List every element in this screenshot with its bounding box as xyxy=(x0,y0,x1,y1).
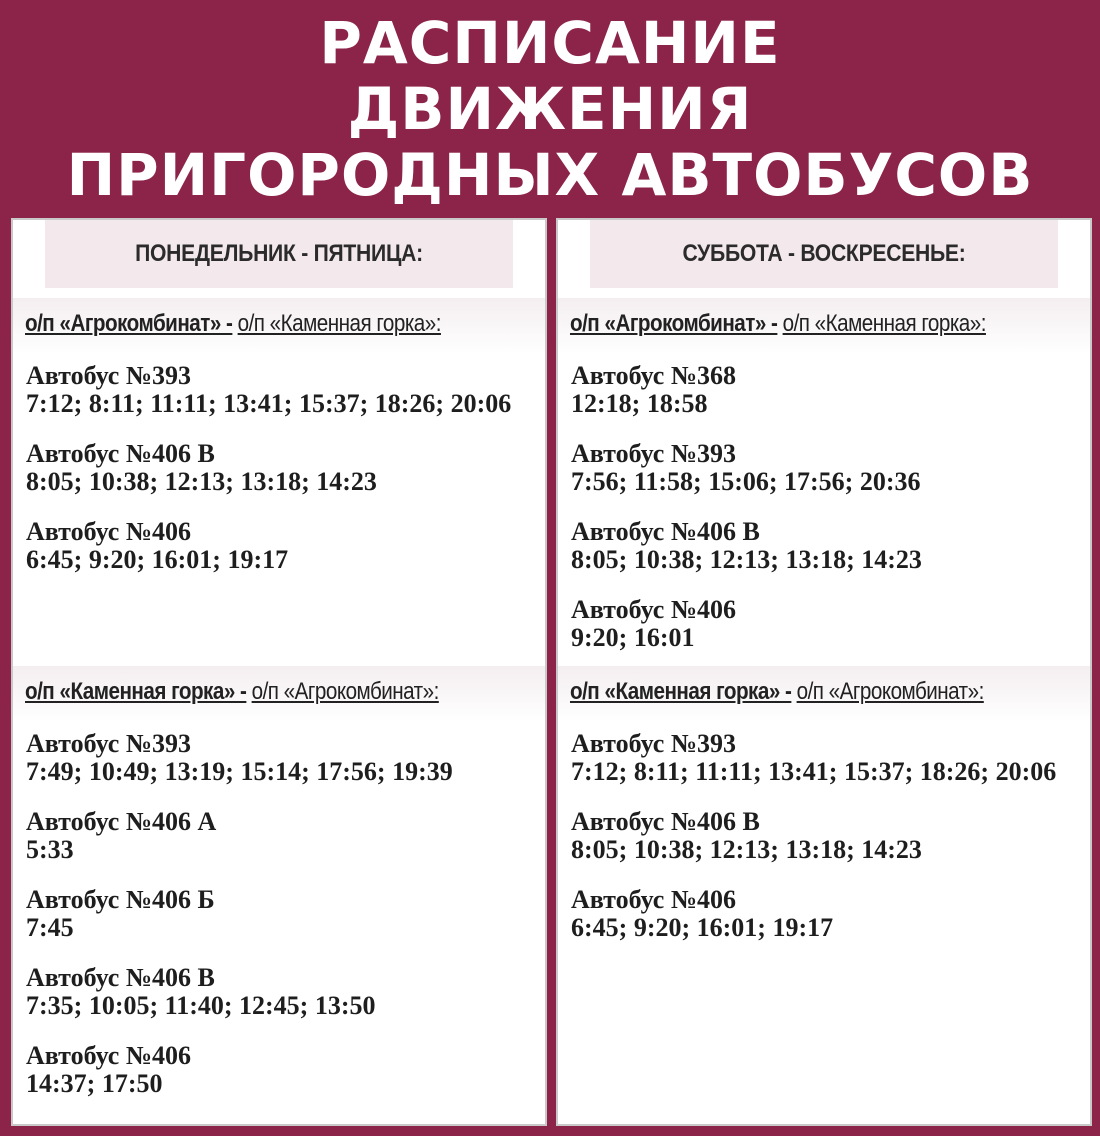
title-line-3: ПРИГОРОДНЫХ АВТОБУСОВ xyxy=(66,141,1034,209)
route-from: о/п «Каменная горка» - xyxy=(25,678,247,705)
route-from: о/п «Агрокомбинат» - xyxy=(25,310,233,337)
bus-entry xyxy=(13,1042,545,1098)
route-to: о/п «Агрокомбинат»: xyxy=(251,678,439,705)
bus-times: 7:45 xyxy=(26,913,74,942)
weekend-header: СУББОТА - ВОСКРЕСЕНЬЕ: xyxy=(590,220,1058,288)
bus-entry xyxy=(13,518,545,574)
bus-entry xyxy=(13,362,545,418)
bus-times: 14:37; 17:50 xyxy=(26,1069,163,1098)
weekend-panel xyxy=(556,218,1092,1126)
watermark-logo: SLIVKI xyxy=(929,1082,1088,1128)
route-heading xyxy=(558,298,1090,354)
bus-name: Автобус №368 xyxy=(571,361,736,390)
bus-entry xyxy=(558,518,1090,574)
bus-name: Автобус №393 xyxy=(26,361,191,390)
route-heading xyxy=(13,298,545,354)
bus-name: Автобус №406 Б xyxy=(26,885,215,914)
bus-times: 7:12; 8:11; 11:11; 13:41; 15:37; 18:26; 20:06 xyxy=(26,389,512,418)
bus-name: Автобус №406 А xyxy=(26,807,217,836)
bus-entry xyxy=(558,886,1090,942)
route-to: о/п «Каменная горка»: xyxy=(782,310,986,337)
route-from: о/п «Каменная горка» - xyxy=(570,678,792,705)
bus-name: Автобус №406 В xyxy=(571,807,760,836)
bus-entry xyxy=(13,964,545,1020)
bus-times: 9:20; 16:01 xyxy=(571,623,695,652)
bus-times: 6:45; 9:20; 16:01; 19:17 xyxy=(26,545,289,574)
bus-name: Автобус №406 xyxy=(26,1041,191,1070)
route-heading xyxy=(13,666,545,722)
route-from: о/п «Агрокомбинат» - xyxy=(570,310,778,337)
title-line-2: ДВИЖЕНИЯ xyxy=(347,75,753,143)
bus-times: 6:45; 9:20; 16:01; 19:17 xyxy=(571,913,834,942)
bus-name: Автобус №406 xyxy=(571,595,736,624)
bus-name: Автобус №406 В xyxy=(26,963,215,992)
bus-times: 8:05; 10:38; 12:13; 13:18; 14:23 xyxy=(571,835,922,864)
bus-entry xyxy=(13,440,545,496)
bus-entry xyxy=(558,362,1090,418)
bus-times: 7:56; 11:58; 15:06; 17:56; 20:36 xyxy=(571,467,921,496)
bus-entry xyxy=(13,808,545,864)
route-heading xyxy=(558,666,1090,722)
bus-entry xyxy=(13,730,545,786)
weekdays-panel xyxy=(11,218,547,1126)
bus-name: Автобус №393 xyxy=(26,729,191,758)
bus-times: 12:18; 18:58 xyxy=(571,389,708,418)
bus-name: Автобус №406 xyxy=(26,517,191,546)
bus-times: 8:05; 10:38; 12:13; 13:18; 14:23 xyxy=(26,467,377,496)
bus-entry xyxy=(13,886,545,942)
route-to: о/п «Агрокомбинат»: xyxy=(796,678,984,705)
bus-entry xyxy=(558,730,1090,786)
bus-times: 5:33 xyxy=(26,835,74,864)
title-line-1: РАСПИСАНИЕ xyxy=(319,9,781,77)
weekdays-section-outbound xyxy=(13,298,545,596)
bus-name: Автобус №406 xyxy=(571,885,736,914)
weekdays-header: ПОНЕДЕЛЬНИК - ПЯТНИЦА: xyxy=(45,220,513,288)
weekdays-section-return xyxy=(13,666,545,1120)
bus-times: 8:05; 10:38; 12:13; 13:18; 14:23 xyxy=(571,545,922,574)
bus-times: 7:35; 10:05; 11:40; 12:45; 13:50 xyxy=(26,991,376,1020)
bus-name: Автобус №393 xyxy=(571,439,736,468)
page-title xyxy=(0,0,1100,218)
weekend-section-outbound xyxy=(558,298,1090,674)
bus-name: Автобус №406 В xyxy=(26,439,215,468)
bus-times: 7:49; 10:49; 13:19; 15:14; 17:56; 19:39 xyxy=(26,757,453,786)
bus-times: 7:12; 8:11; 11:11; 13:41; 15:37; 18:26; 20:06 xyxy=(571,757,1057,786)
bus-name: Автобус №393 xyxy=(571,729,736,758)
bus-entry xyxy=(558,808,1090,864)
bus-entry xyxy=(558,596,1090,652)
bus-entry xyxy=(558,440,1090,496)
weekend-section-return xyxy=(558,666,1090,964)
bus-name: Автобус №406 В xyxy=(571,517,760,546)
route-to: о/п «Каменная горка»: xyxy=(237,310,441,337)
